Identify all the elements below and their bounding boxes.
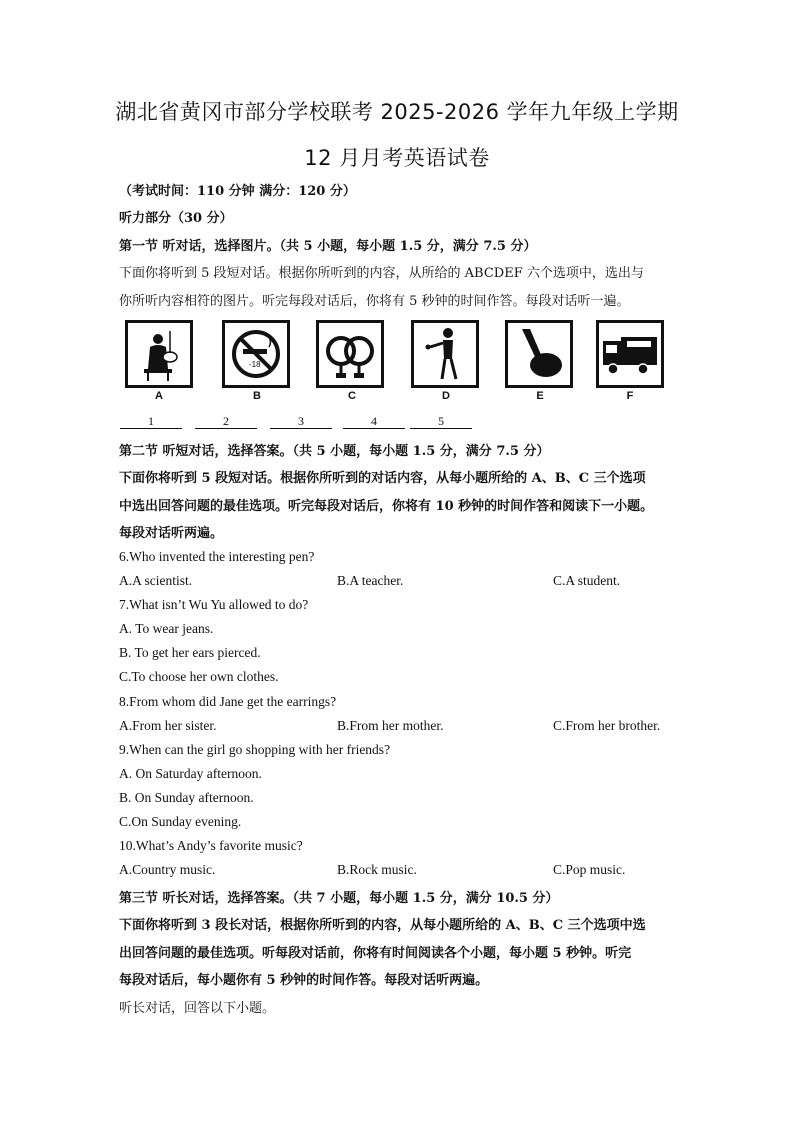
- question-6: 6.Who invented the interesting pen?: [119, 549, 315, 564]
- question-7: 7.What isn’t Wu Yu allowed to do?: [119, 597, 309, 612]
- q7-option-a[interactable]: A. To wear jeans.: [119, 621, 214, 636]
- picture-d: [411, 320, 479, 388]
- section3-instruction: 下面你将听到 3 段长对话，根据你所听到的内容，从每小题所给的 A、B、C 三个选项中选: [119, 918, 646, 933]
- q10-option-b[interactable]: B.Rock music.: [337, 862, 417, 877]
- woman-playing-instrument-icon: [128, 323, 190, 385]
- answer-blank-4[interactable]: 4: [343, 414, 405, 429]
- q6-option-a[interactable]: A.A scientist.: [119, 573, 193, 588]
- exam-title-line2: 12 月月考英语试卷: [304, 146, 490, 170]
- picture-c: [316, 320, 384, 388]
- section3-instruction: 出回答问题的最佳选项。听每段对话前，你将有时间阅读各个小题，每小题 5 秒钟。听完: [119, 946, 632, 961]
- section3-subheading: 听长对话，回答以下小题。: [119, 1001, 276, 1016]
- person-singing-icon: [414, 323, 476, 385]
- picture-a: [125, 320, 193, 388]
- question-8: 8.From whom did Jane get the earrings?: [119, 694, 337, 709]
- question-10: 10.What’s Andy’s favorite music?: [119, 838, 303, 853]
- section1-heading: 第一节 听对话，选择图片。（共 5 小题，每小题 1.5 分，满分 7.5 分）: [119, 239, 537, 254]
- listening-header: 听力部分（30 分）: [119, 211, 233, 226]
- exam-info: （考试时间：110 分钟 满分：120 分）: [119, 184, 356, 199]
- q8-option-c[interactable]: C.From her brother.: [553, 718, 661, 733]
- picture-e: [505, 320, 573, 388]
- q7-option-c[interactable]: C.To choose her own clothes.: [119, 669, 279, 684]
- answer-blank-5[interactable]: 5: [410, 414, 472, 429]
- answer-blank-2[interactable]: 2: [195, 414, 257, 429]
- svg-text:-18: -18: [249, 360, 261, 369]
- section2-instruction: 每段对话听两遍。: [119, 526, 224, 541]
- section3-heading: 第三节 听长对话，选择答案。（共 7 小题，每小题 1.5 分，满分 10.5 分）: [119, 891, 559, 906]
- picture-c-label: C: [348, 390, 356, 402]
- picture-a-label: A: [155, 390, 163, 402]
- ladle-icon: [508, 323, 570, 385]
- q7-option-b[interactable]: B. To get her ears pierced.: [119, 645, 261, 660]
- picture-d-label: D: [442, 390, 450, 402]
- picture-e-label: E: [536, 390, 544, 402]
- answer-blank-1[interactable]: 1: [120, 414, 182, 429]
- section2-instruction: 中选出回答问题的最佳选项。听完每段对话后，你将有 10 秒钟的时间作答和阅读下一小题。: [119, 499, 654, 514]
- section2-heading: 第二节 听短对话，选择答案。（共 5 小题，每小题 1.5 分，满分 7.5 分）: [119, 444, 550, 459]
- q6-option-c[interactable]: C.A student.: [553, 573, 621, 588]
- answer-blank-3[interactable]: 3: [270, 414, 332, 429]
- q10-option-c[interactable]: C.Pop music.: [553, 862, 626, 877]
- picture-b-label: B: [253, 390, 261, 402]
- q9-option-c[interactable]: C.On Sunday evening.: [119, 814, 242, 829]
- q6-option-b[interactable]: B.A teacher.: [337, 573, 404, 588]
- picture-b: [222, 320, 290, 388]
- q9-option-b[interactable]: B. On Sunday afternoon.: [119, 790, 254, 805]
- no-smoking-under-18-icon: [225, 323, 287, 385]
- q9-option-a[interactable]: A. On Saturday afternoon.: [119, 766, 262, 781]
- section2-instruction: 下面你将听到 5 段短对话。根据你所听到的对话内容，从每小题所给的 A、B、C 三个选项: [119, 471, 646, 486]
- q10-option-a[interactable]: A.Country music.: [119, 862, 216, 877]
- truck-icon: [599, 323, 661, 385]
- section1-instruction: 你所听内容相符的图片。听完每段对话后，你将有 5 秒钟的时间作答。每段对话听一遍。: [119, 294, 630, 309]
- exam-title-line1: 湖北省黄冈市部分学校联考 2025-2026 学年九年级上学期: [115, 100, 679, 124]
- section1-instruction: 下面你将听到 5 段短对话。根据你所听到的内容，从所给的 ABCDEF 六个选项中，选出与: [119, 266, 644, 281]
- q8-option-b[interactable]: B.From her mother.: [337, 718, 444, 733]
- picture-f: [596, 320, 664, 388]
- q8-option-a[interactable]: A.From her sister.: [119, 718, 217, 733]
- section3-instruction: 每段对话后，每小题你有 5 秒钟的时间作答。每段对话听两遍。: [119, 973, 489, 988]
- question-9: 9.When can the girl go shopping with her friends?: [119, 742, 391, 757]
- earrings-icon: [319, 323, 381, 385]
- picture-f-label: F: [626, 390, 634, 402]
